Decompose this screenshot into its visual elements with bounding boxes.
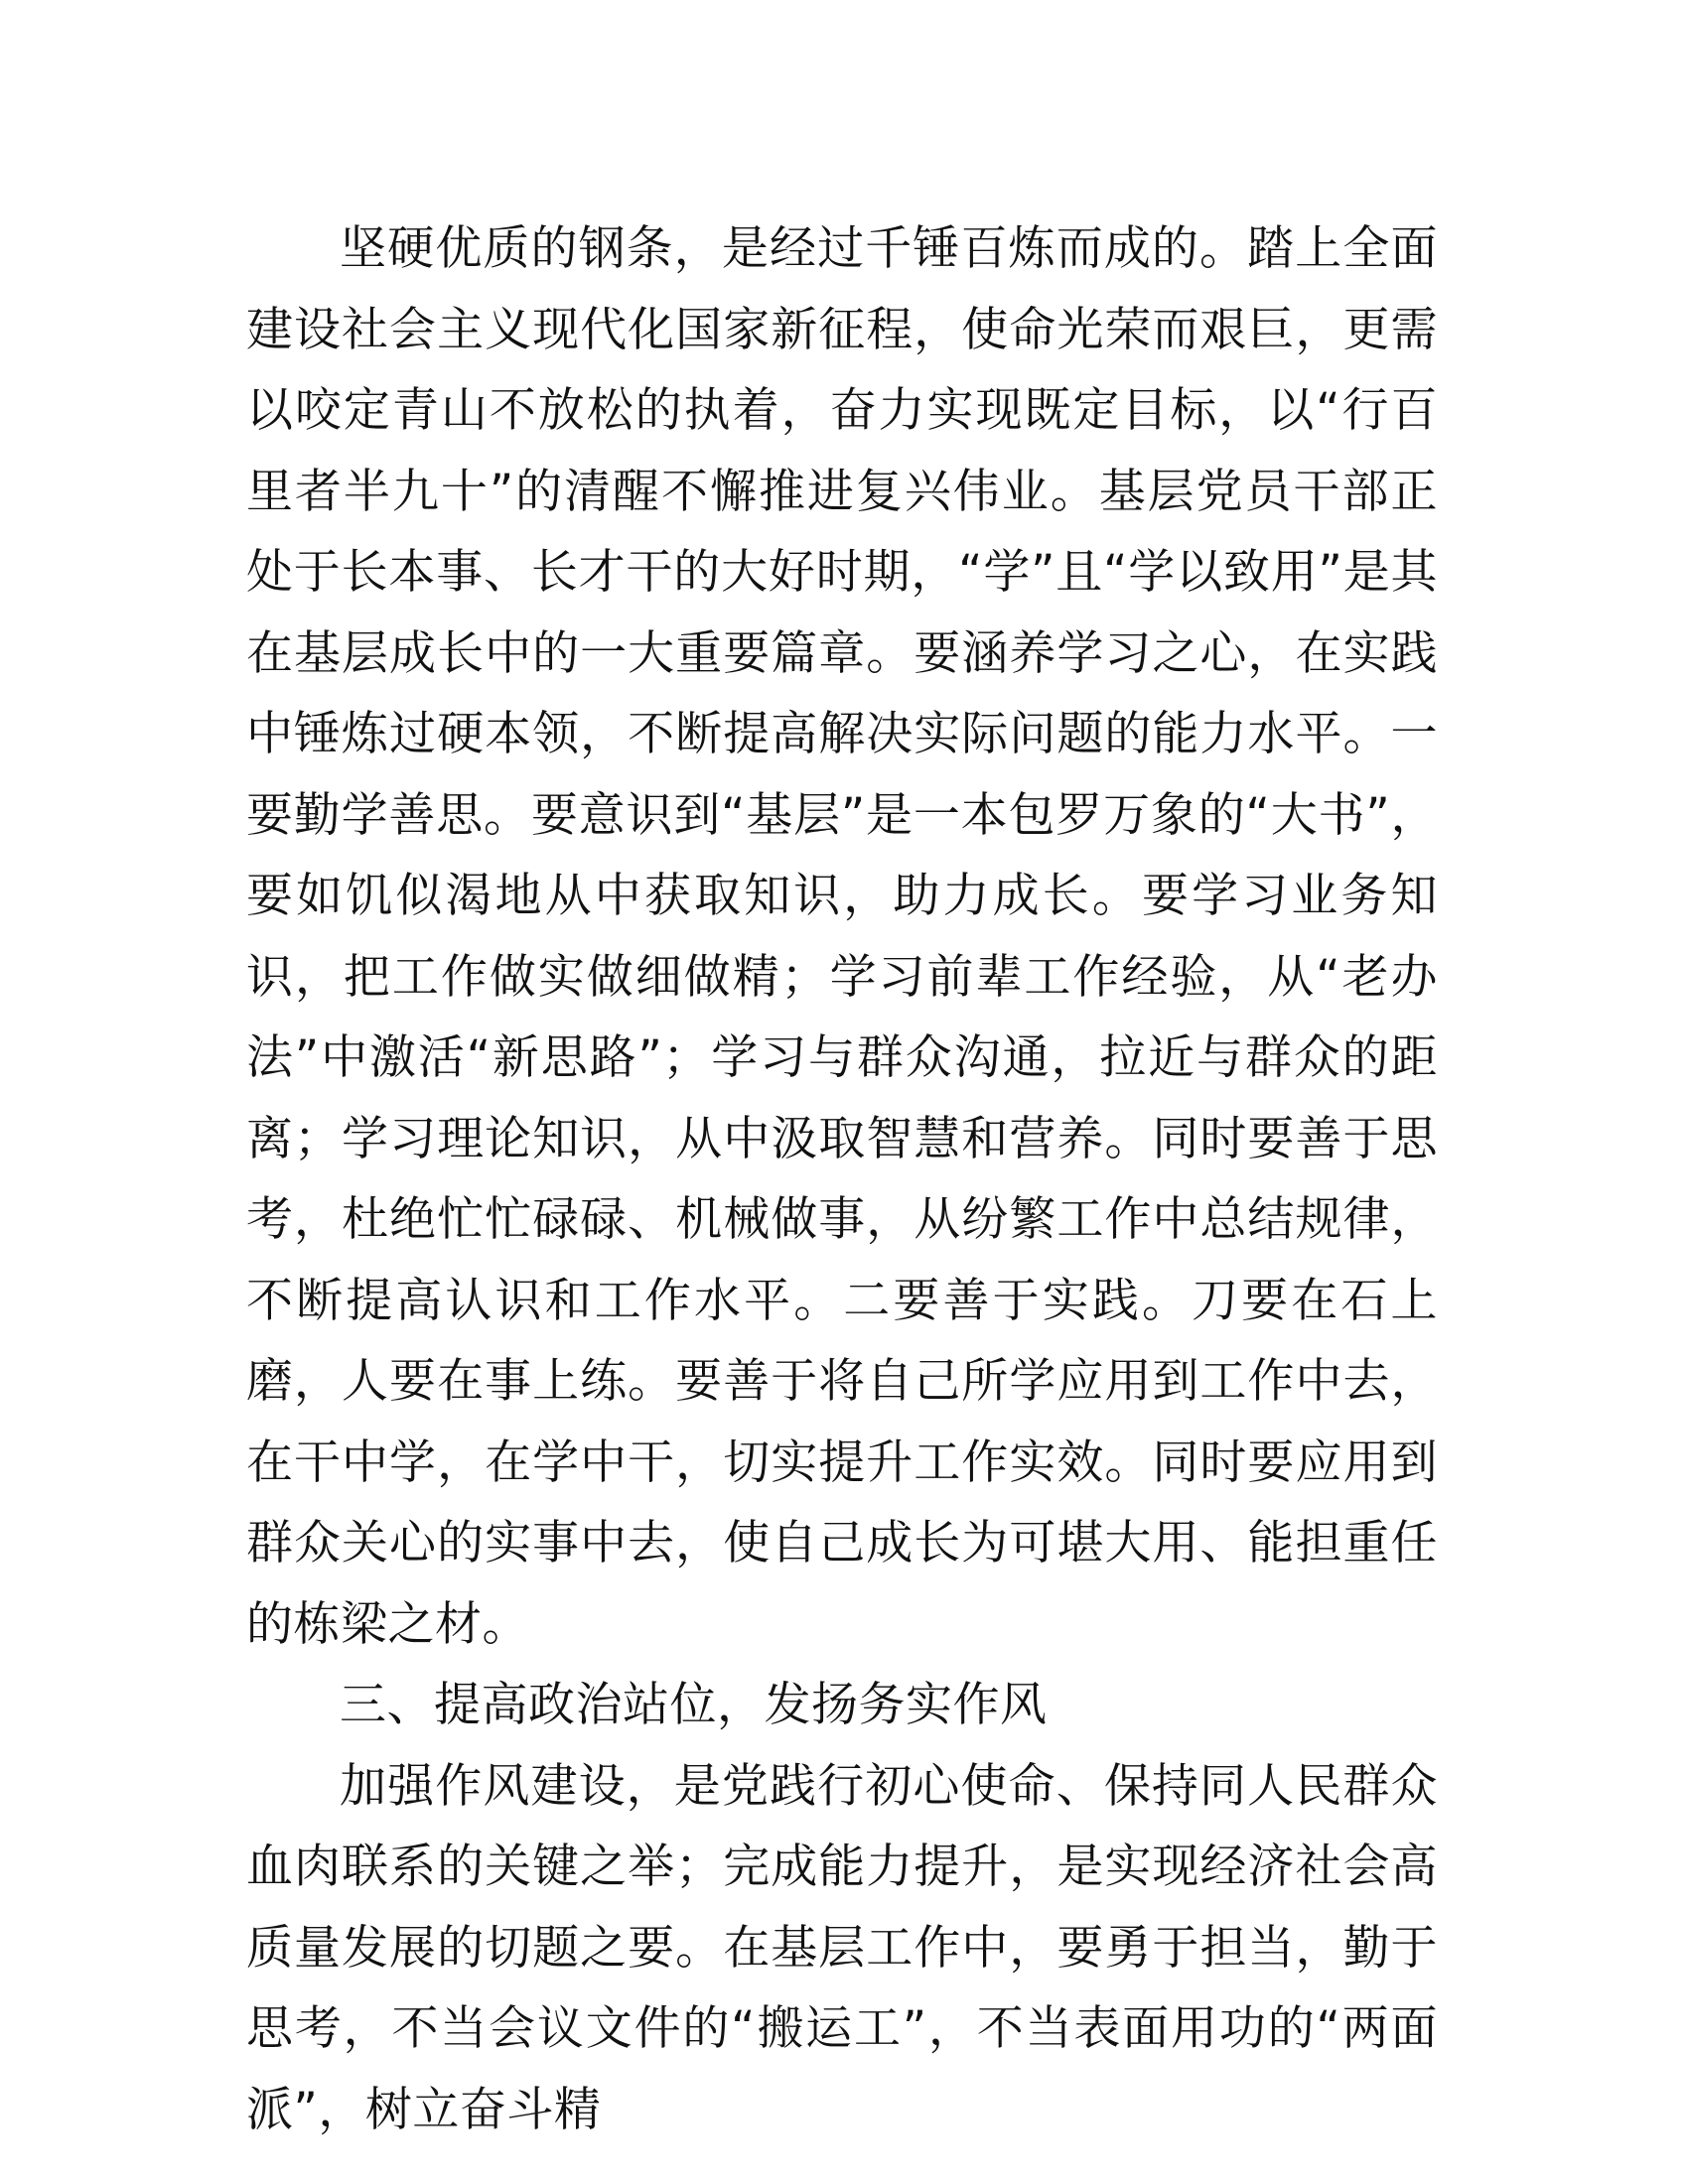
document-page — [246, 208, 1438, 2150]
body-paragraph: 坚硬优质的钢条，是经过千锤百炼而成的。踏上全面建设社会主义现代化国家新征程，使命光荣而艰巨，更需以咬定青山不放松的执着，奋力实现既定目标，以“行百里者半九十”的清醒不懈推进复兴伟业。基层党员干部正处于长本事、长才干的大好时期，“学”且“学以致用”是其在基层成长中的一大重要篇章。要涵养学习之心，在实践中锤炼过硬本领，不断提高解决实际问题的能力水平。一要勤学善思。要意识到“基层”是一本包罗万象的“大书”，要如饥似渴地从中获取知识，助力成长。要学习业务知识，把工作做实做细做精；学习前辈工作经验，从“老办法”中激活“新思路”；学习与群众沟通，拉近与群众的距离；学习理论知识，从中汲取智慧和营养。同时要善于思考，杜绝忙忙碌碌、机械做事，从纷繁工作中总结规律，不断提高认识和工作水平。二要善于实践。刀要在石上磨，人要在事上练。要善于将自己所学应用到工作中去，在干中学，在学中干，切实提升工作实效。同时要应用到群众关心的实事中去，使自己成长为可堪大用、能担重任的栋梁之材。 — [246, 221, 1438, 1652]
section-heading: 三、提高政治站位，发扬务实作风 — [340, 1678, 1048, 1732]
body-paragraph: 加强作风建设，是党践行初心使命、保持同人民群众血肉联系的关键之举；完成能力提升，是实现经济社会高质量发展的切题之要。在基层工作中，要勇于担当，勤于思考，不当会议文件的“搬运工”，不当表面用功的“两面派”，树立奋斗精 — [246, 1758, 1438, 2137]
